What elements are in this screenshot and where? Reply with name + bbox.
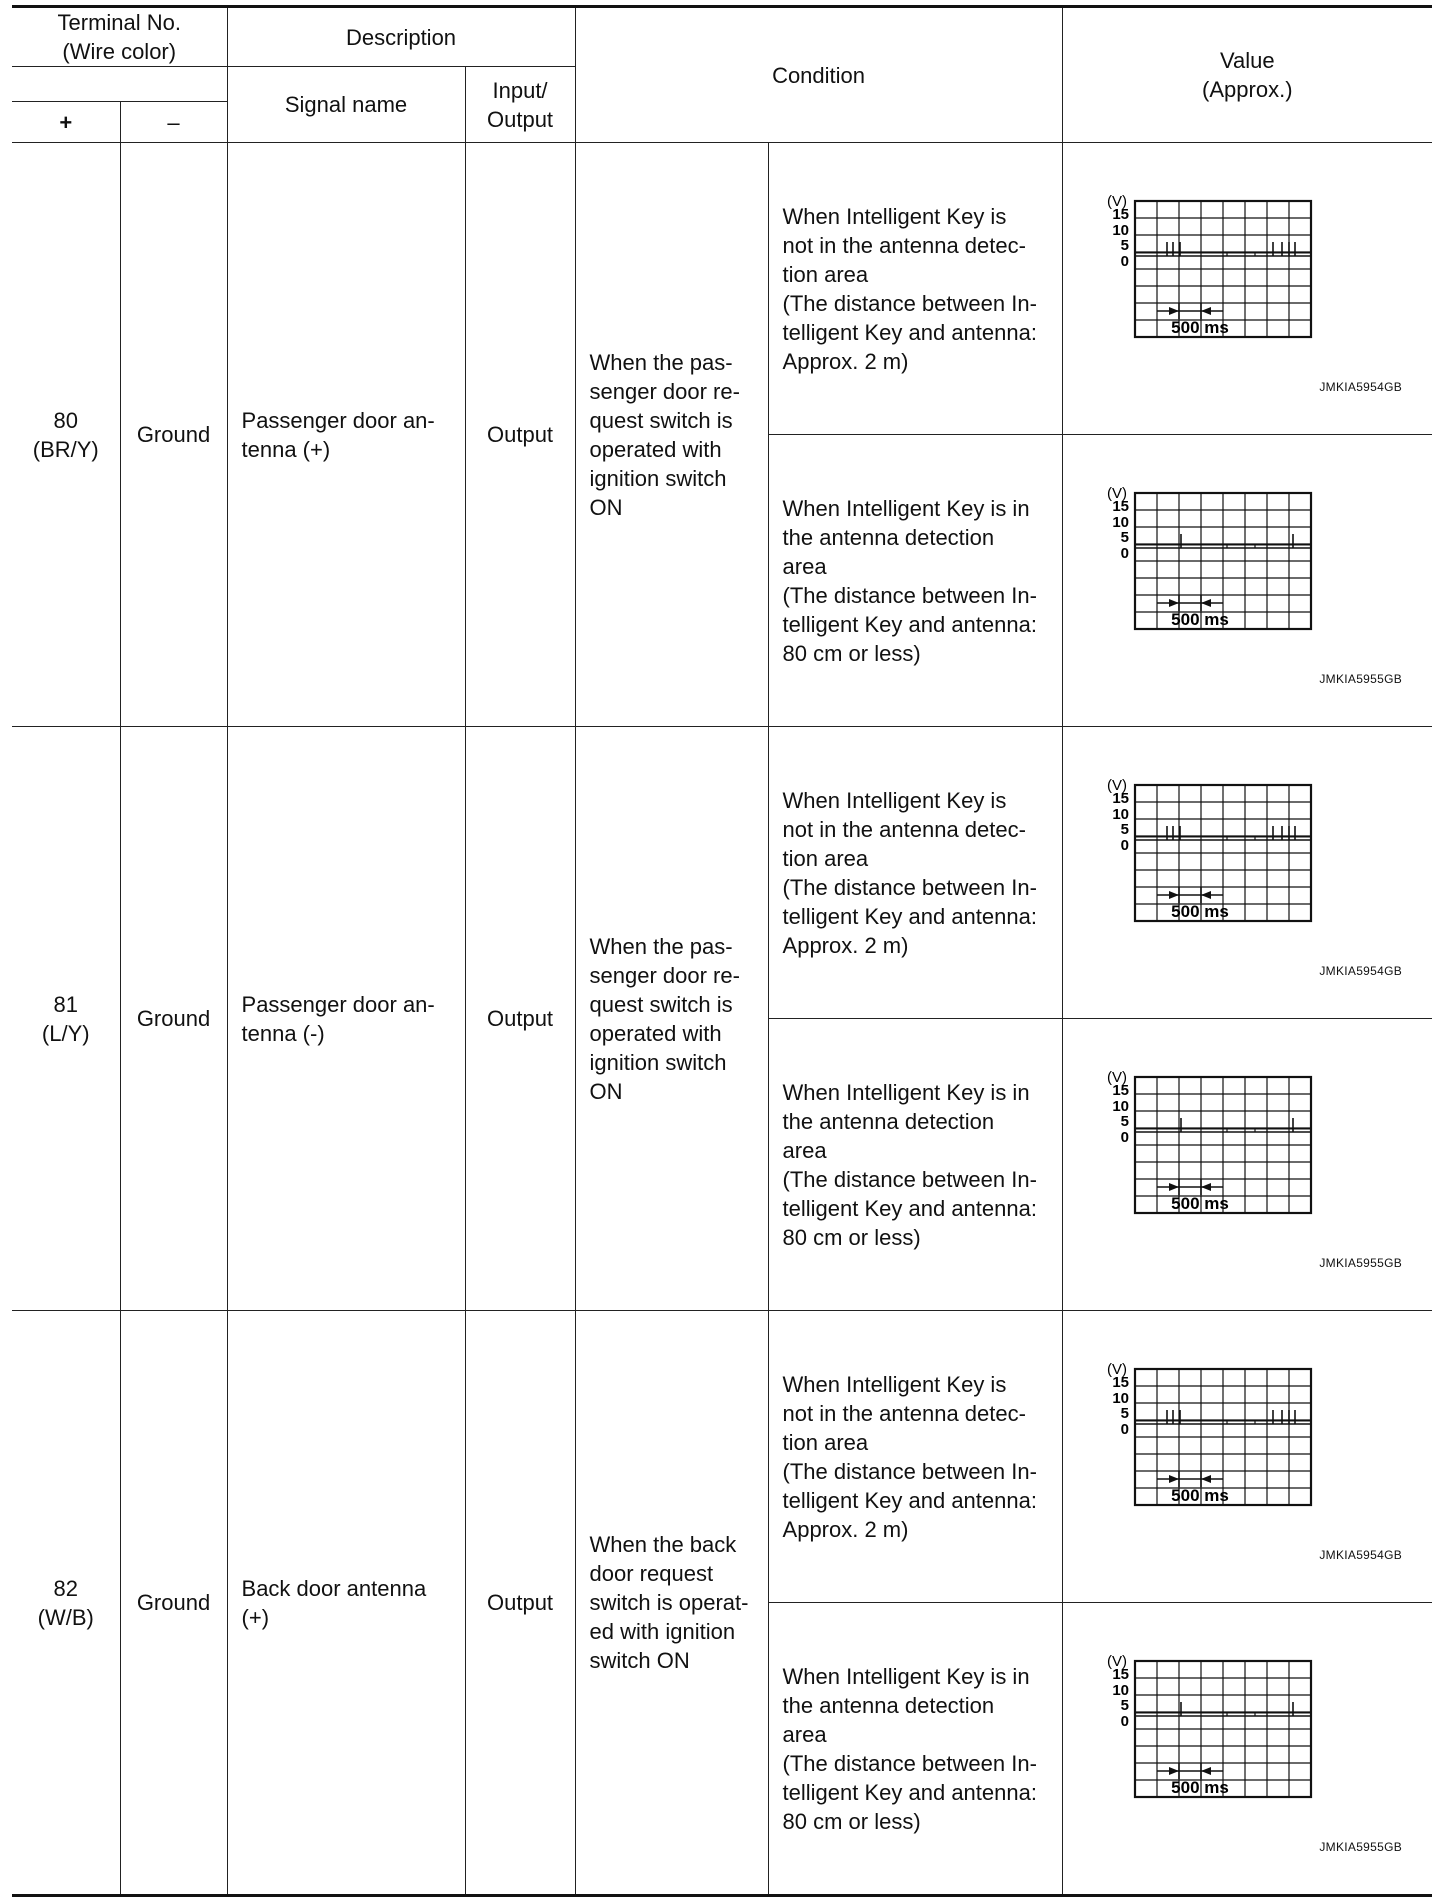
condition-sub-cell: When Intelligent Key is not in the antenna detec- tion area (The distance between In- telligent Key and antenna: Approx. 2 m)	[768, 1311, 1062, 1603]
signal-name-cell: Passenger door an- tenna (-)	[227, 727, 465, 1311]
time-arrow-right	[1169, 1183, 1179, 1191]
value-cell	[1062, 1019, 1432, 1311]
axis-tick-label: 10	[1111, 1682, 1129, 1699]
axis-tick-label: 10	[1111, 514, 1129, 531]
time-arrow-left	[1201, 1767, 1211, 1775]
header-value-line2: (Approx.)	[1202, 77, 1293, 102]
header-condition: Condition	[575, 7, 1062, 143]
time-arrow-right	[1169, 1767, 1179, 1775]
axis-tick-label: 5	[1120, 529, 1129, 546]
axis-tick-label: 0	[1120, 837, 1129, 854]
time-arrow-left	[1201, 1475, 1211, 1483]
header-plus: +	[12, 102, 120, 143]
value-cell	[1062, 1603, 1432, 1896]
axis-tick-label: 5	[1120, 1113, 1129, 1130]
axis-tick-label: 10	[1111, 1390, 1129, 1407]
axis-tick-label: 15	[1111, 206, 1129, 223]
waveform-figure	[1063, 1603, 1433, 1894]
table-row	[12, 1311, 1432, 1603]
table-row	[12, 143, 1432, 435]
axis-unit-label: (V)	[1106, 779, 1127, 794]
header-io	[465, 67, 575, 143]
axis-tick-label: 5	[1120, 1405, 1129, 1422]
time-arrow-left	[1201, 307, 1211, 315]
condition-main-cell: When the pas- senger door re- quest switch is operated with ignition switch ON	[575, 143, 768, 727]
condition-sub-cell: When Intelligent Key is in the antenna detection area (The distance between In- telligent Key and antenna: 80 cm or less)	[768, 1019, 1062, 1311]
axis-unit-label: (V)	[1106, 1071, 1127, 1086]
waveform-figure	[1063, 727, 1433, 1018]
axis-tick-label: 0	[1120, 1713, 1129, 1730]
axis-tick-label: 15	[1111, 498, 1129, 515]
axis-tick-label: 15	[1111, 1666, 1129, 1683]
signal-name-cell: Back door antenna (+)	[227, 1311, 465, 1896]
condition-sub-cell: When Intelligent Key is not in the antenna detec- tion area (The distance between In- telligent Key and antenna: Approx. 2 m)	[768, 727, 1062, 1019]
header-value	[1062, 7, 1432, 143]
time-arrow-left	[1201, 891, 1211, 899]
time-arrow-right	[1169, 599, 1179, 607]
figure-code: JMKIA5955GB	[1319, 672, 1403, 686]
axis-tick-label: 5	[1120, 237, 1129, 254]
time-scale-label: 500 ms	[1170, 318, 1229, 337]
axis-tick-label: 0	[1120, 1421, 1129, 1438]
waveform-figure	[1063, 1019, 1433, 1310]
signal-name-cell: Passenger door an- tenna (+)	[227, 143, 465, 727]
terminal-number: 81	[53, 991, 78, 1017]
time-scale-label: 500 ms	[1170, 1778, 1229, 1797]
axis-tick-label: 15	[1111, 1374, 1129, 1391]
header-terminal-spacer	[12, 67, 227, 102]
axis-tick-label: 0	[1120, 545, 1129, 562]
wire-color: (L/Y)	[41, 1020, 90, 1046]
waveform-chart	[1105, 779, 1335, 929]
time-arrow-right	[1169, 1475, 1179, 1483]
axis-tick-label: 15	[1111, 1082, 1129, 1099]
terminal-number: 80	[53, 407, 78, 433]
header-value-line1: Value	[1219, 48, 1275, 73]
axis-tick-label: 10	[1111, 222, 1129, 239]
axis-unit-label: (V)	[1106, 1655, 1127, 1670]
condition-sub-cell: When Intelligent Key is in the antenna detection area (The distance between In- telligent Key and antenna: 80 cm or less)	[768, 435, 1062, 727]
axis-tick-label: 0	[1120, 1129, 1129, 1146]
axis-unit-label: (V)	[1106, 487, 1127, 502]
figure-code: JMKIA5954GB	[1319, 1548, 1403, 1562]
table-row	[12, 727, 1432, 1019]
condition-sub-cell: When Intelligent Key is not in the antenna detec- tion area (The distance between In- telligent Key and antenna: Approx. 2 m)	[768, 143, 1062, 435]
value-cell	[1062, 143, 1432, 435]
condition-main-cell: When the back door request switch is operat- ed with ignition switch ON	[575, 1311, 768, 1896]
terminal-minus-cell: Ground	[120, 727, 227, 1311]
time-arrow-right	[1169, 307, 1179, 315]
time-arrow-left	[1201, 1183, 1211, 1191]
waveform-chart	[1105, 195, 1335, 345]
waveform-chart	[1105, 1655, 1335, 1805]
header-terminal	[12, 7, 227, 67]
terminal-plus-cell	[12, 727, 120, 1311]
header-io-line2: Output	[487, 106, 554, 132]
header-terminal-line2: (Wire color)	[62, 39, 177, 64]
time-scale-label: 500 ms	[1170, 1486, 1229, 1505]
terminal-minus-cell: Ground	[120, 143, 227, 727]
wire-color: (BR/Y)	[32, 436, 99, 462]
terminal-number: 82	[53, 1575, 78, 1601]
header-description: Description	[227, 7, 575, 67]
io-cell: Output	[465, 1311, 575, 1896]
axis-unit-label: (V)	[1106, 1363, 1127, 1378]
value-cell	[1062, 435, 1432, 727]
header-signal-name: Signal name	[227, 67, 465, 143]
header-io-line1: Input/	[492, 77, 548, 103]
axis-tick-label: 0	[1120, 253, 1129, 270]
waveform-figure	[1063, 435, 1433, 726]
time-scale-label: 500 ms	[1170, 1194, 1229, 1213]
waveform-figure	[1063, 143, 1433, 434]
axis-tick-label: 5	[1120, 821, 1129, 838]
io-cell: Output	[465, 143, 575, 727]
terminal-plus-cell	[12, 1311, 120, 1896]
waveform-figure	[1063, 1311, 1433, 1602]
value-cell	[1062, 727, 1432, 1019]
axis-unit-label: (V)	[1106, 195, 1127, 210]
condition-main-cell: When the pas- senger door re- quest switch is operated with ignition switch ON	[575, 727, 768, 1311]
time-arrow-right	[1169, 891, 1179, 899]
terminal-plus-cell	[12, 143, 120, 727]
time-scale-label: 500 ms	[1170, 610, 1229, 629]
axis-tick-label: 10	[1111, 806, 1129, 823]
axis-tick-label: 10	[1111, 1098, 1129, 1115]
condition-sub-cell: When Intelligent Key is in the antenna detection area (The distance between In- telligent Key and antenna: 80 cm or less)	[768, 1603, 1062, 1896]
terminal-table	[12, 5, 1432, 1897]
waveform-chart	[1105, 1363, 1335, 1513]
figure-code: JMKIA5954GB	[1319, 964, 1403, 978]
figure-code: JMKIA5955GB	[1319, 1840, 1403, 1854]
waveform-chart	[1105, 487, 1335, 637]
header-terminal-line1: Terminal No.	[57, 10, 181, 35]
io-cell: Output	[465, 727, 575, 1311]
figure-code: JMKIA5955GB	[1319, 1256, 1403, 1270]
terminal-minus-cell: Ground	[120, 1311, 227, 1896]
figure-code: JMKIA5954GB	[1319, 380, 1403, 394]
waveform-chart	[1105, 1071, 1335, 1221]
time-arrow-left	[1201, 599, 1211, 607]
wire-color: (W/B)	[37, 1604, 94, 1630]
time-scale-label: 500 ms	[1170, 902, 1229, 921]
header-minus: –	[120, 102, 227, 143]
value-cell	[1062, 1311, 1432, 1603]
axis-tick-label: 5	[1120, 1697, 1129, 1714]
axis-tick-label: 15	[1111, 790, 1129, 807]
